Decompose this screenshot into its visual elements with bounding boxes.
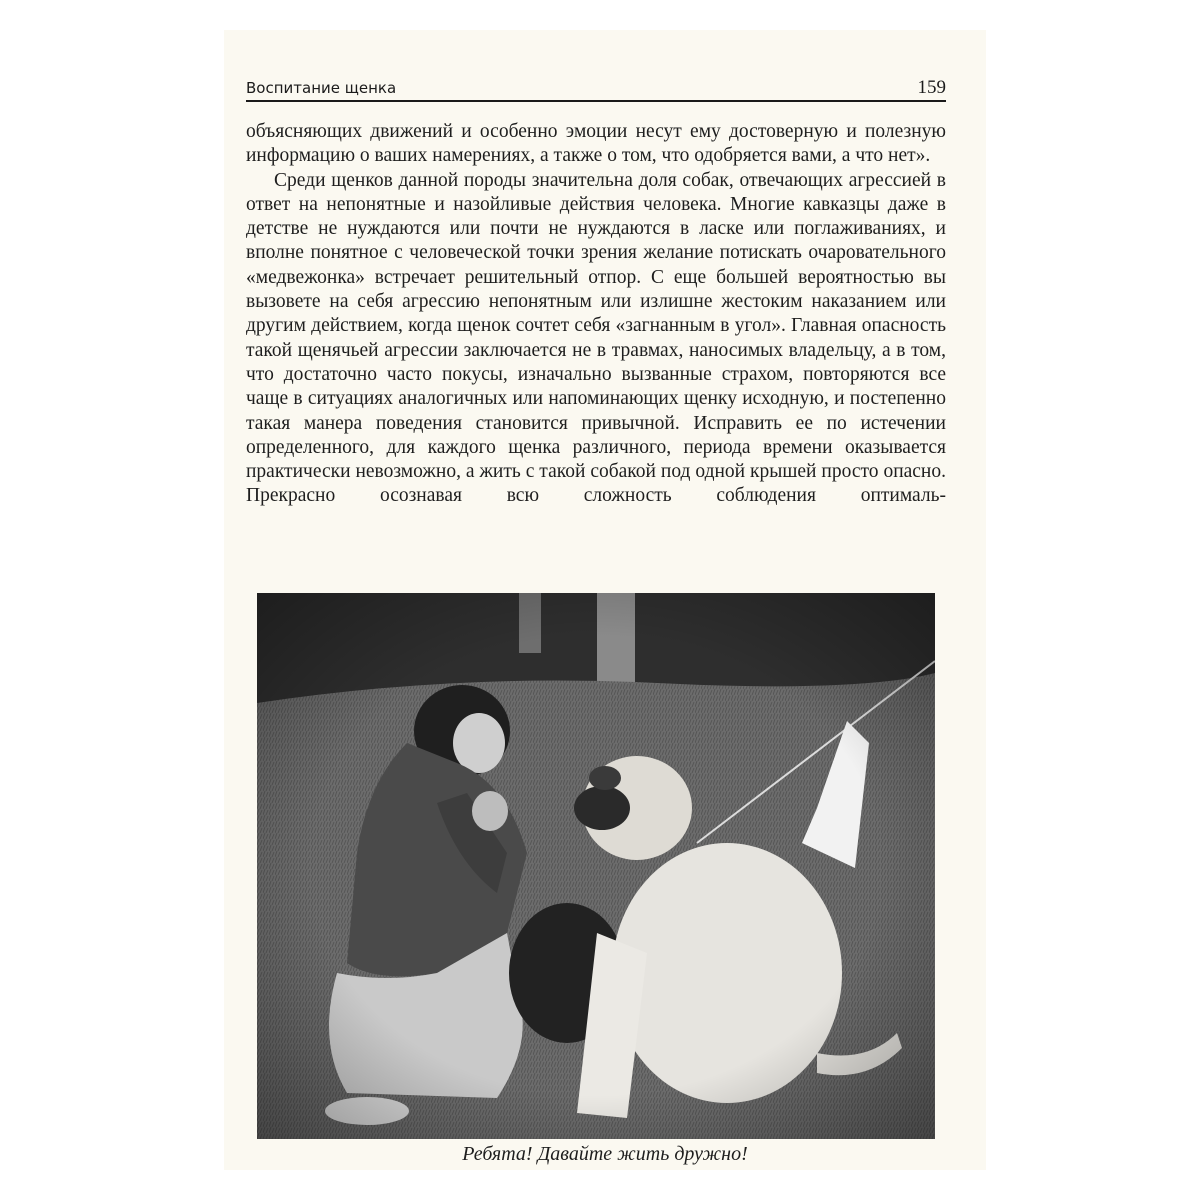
running-header — [246, 74, 946, 102]
figure-caption: Ребята! Давайте жить дружно! — [462, 1143, 748, 1165]
paragraph-continued: объясняющих движений и особенно эмоции несут ему достоверную и полезную информацию о ваших намерениях, а также о том, что одобряется вами, а что нет». — [246, 121, 946, 167]
page-number: 159 — [917, 77, 946, 98]
photograph — [257, 593, 935, 1139]
photo-illustration — [257, 593, 935, 1139]
body-text — [246, 120, 946, 509]
paragraph: Среди щенков данной породы значительна доля собак, отвечающих агрессией в ответ на непонятные и назойливые действия человека. Многие кавказцы даже в детстве не нуждаются или почти не нуждаются в ласке или поглаживаниях, и вполне понятное с человеческой точки зрения желание потискать очаровательного «медвежонка» встречает решительный отпор. С еще большей вероятностью вы вызовете на себя агрессию непонятным или излишне жестоким наказанием или другим действием, когда щенок сочтет себя «загнанным в угол». Главная опасность такой щенячьей агрессии заключается не в травмах, наносимых владельцу, а в том, что достаточно часто покусы, изначально вызванные страхом, повторяются все чаще в ситуациях аналогичных или напоминающих щенку исходную, и постепенно такая манера поведения становится привычной. Исправить ее по истечении определенного, для каждого щенка различного, периода времени оказывается практически невозможно, а жить с такой собакой под одной крышей просто опасно. Прекрасно осознавая всю сложность соблюдения оптималь- — [246, 169, 946, 507]
book-page — [224, 30, 986, 1170]
running-title: Воспитание щенка — [246, 79, 397, 97]
